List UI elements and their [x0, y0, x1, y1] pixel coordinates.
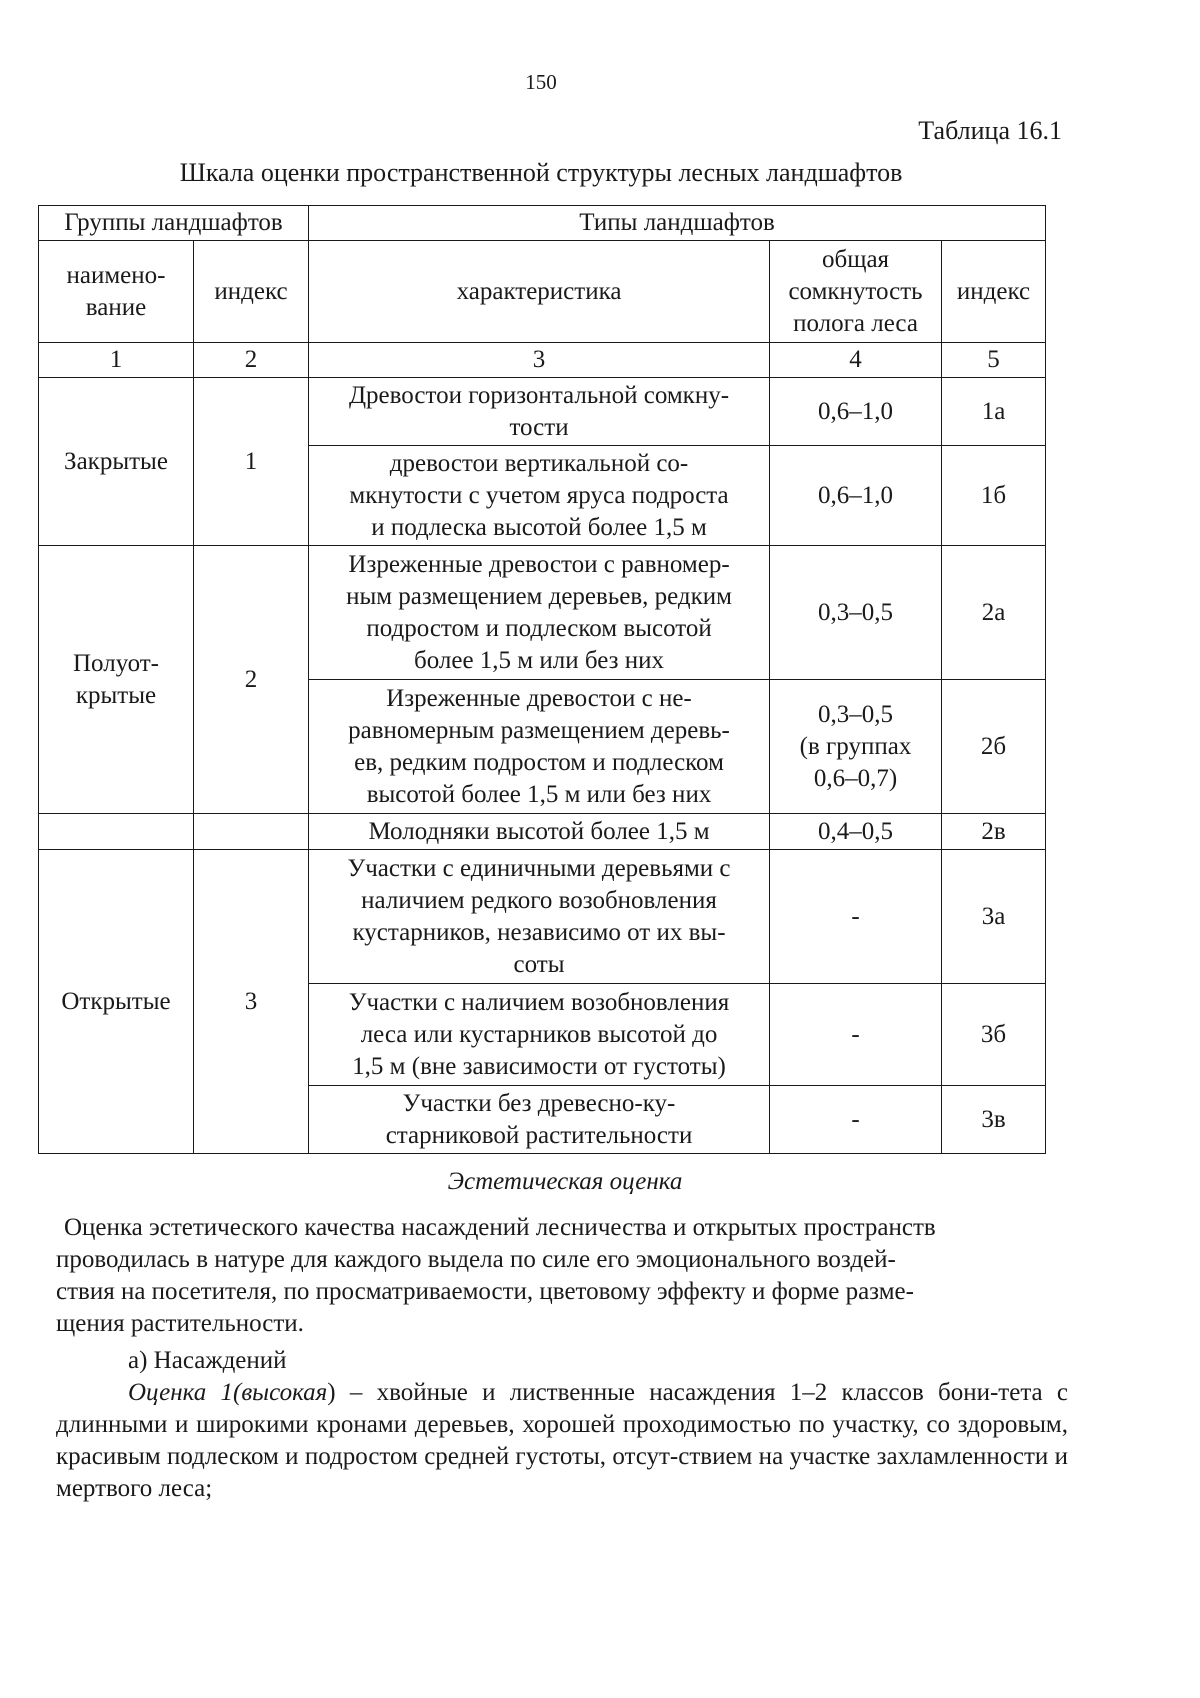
header-index: индекс — [194, 241, 309, 343]
type-closure: - — [770, 984, 942, 1086]
type-closure: - — [770, 850, 942, 984]
type-closure: 0,6–1,0 — [770, 446, 942, 546]
type-characteristic: Участки с единичными деревьями с наличием редкого возобновления кустарников, независимо от их вы- соты — [309, 850, 770, 984]
paragraph-rating-1 — [56, 1377, 1068, 1505]
header-closure: общая сомкнутость полога леса — [770, 241, 942, 343]
page-number: 150 — [525, 70, 557, 94]
type-characteristic: Молодняки высотой более 1,5 м — [309, 814, 770, 850]
type-closure: 0,3–0,5 — [770, 546, 942, 680]
col-number: 1 — [39, 343, 194, 378]
empty-cell — [39, 814, 194, 850]
paragraph-aesthetic-quality: Оценка эстетического качества насаждений лесничества и открытых пространств проводилась в натуре для каждого выдела по силе его эмоционального воздей- ствия на посетителя, по просматриваемости, цветовому эффекту и форме разме- щения растительности. — [56, 1214, 936, 1337]
type-closure: 0,3–0,5 (в группах 0,6–0,7) — [770, 680, 942, 814]
group-name: Полуот- крытые — [39, 546, 194, 814]
type-characteristic: Древостои горизонтальной сомкну- тости — [309, 378, 770, 446]
type-closure: 0,6–1,0 — [770, 378, 942, 446]
type-index: 2а — [942, 546, 1046, 680]
header-groups: Группы ландшафтов — [39, 206, 309, 241]
type-closure: 0,4–0,5 — [770, 814, 942, 850]
group-index: 3 — [194, 850, 309, 1154]
type-characteristic: Изреженные древостои с не- равномерным размещением деревь- ев, редким подростом и подлеском высотой более 1,5 м или без них — [309, 680, 770, 814]
paragraph-stands-heading: а) Насаждений — [128, 1347, 287, 1374]
type-closure: - — [770, 1086, 942, 1154]
type-index: 1а — [942, 378, 1046, 446]
type-characteristic: древостои вертикальной со- мкнутости с учетом яруса подроста и подлеска высотой более 1,5 м — [309, 446, 770, 546]
header-characteristic: характеристика — [309, 241, 770, 343]
type-index: 3а — [942, 850, 1046, 984]
empty-cell — [194, 814, 309, 850]
col-number: 2 — [194, 343, 309, 378]
header-name: наимено- вание — [39, 241, 194, 343]
type-characteristic: Изреженные древостои с равномер- ным размещением деревьев, редким подростом и подлеском высотой более 1,5 м или без них — [309, 546, 770, 680]
table-title: Шкала оценки пространственной структуры лесных ландшафтов — [179, 158, 903, 187]
landscape-scale-table — [38, 205, 1046, 1154]
group-name: Открытые — [39, 850, 194, 1154]
col-number: 4 — [770, 343, 942, 378]
type-index: 3б — [942, 984, 1046, 1086]
group-index: 2 — [194, 546, 309, 814]
header-types: Типы ландшафтов — [309, 206, 1046, 241]
type-characteristic: Участки без древесно-ку- старниковой растительности — [309, 1086, 770, 1154]
table-number: Таблица 16.1 — [918, 116, 1062, 145]
type-index: 1б — [942, 446, 1046, 546]
section-heading: Эстетическая оценка — [447, 1168, 683, 1195]
rating-label: Оценка 1(высокая — [128, 1379, 328, 1406]
type-index: 3в — [942, 1086, 1046, 1154]
col-number: 5 — [942, 343, 1046, 378]
group-index: 1 — [194, 378, 309, 546]
type-characteristic: Участки с наличием возобновления леса или кустарников высотой до 1,5 м (вне зависимости от густоты) — [309, 984, 770, 1086]
group-name: Закрытые — [39, 378, 194, 546]
header-type-index: индекс — [942, 241, 1046, 343]
rating-description: ) – хвойные и лиственные насаждения 1–2 классов бони-тета с длинными и широкими кронами деревьев, хорошей проходимостью по участку, со здоровым, красивым подлеском и подростом средней густоты, отсут-ствием на участке захламленности и мертвого леса; — [56, 1379, 1068, 1502]
type-index: 2б — [942, 680, 1046, 814]
col-number: 3 — [309, 343, 770, 378]
type-index: 2в — [942, 814, 1046, 850]
